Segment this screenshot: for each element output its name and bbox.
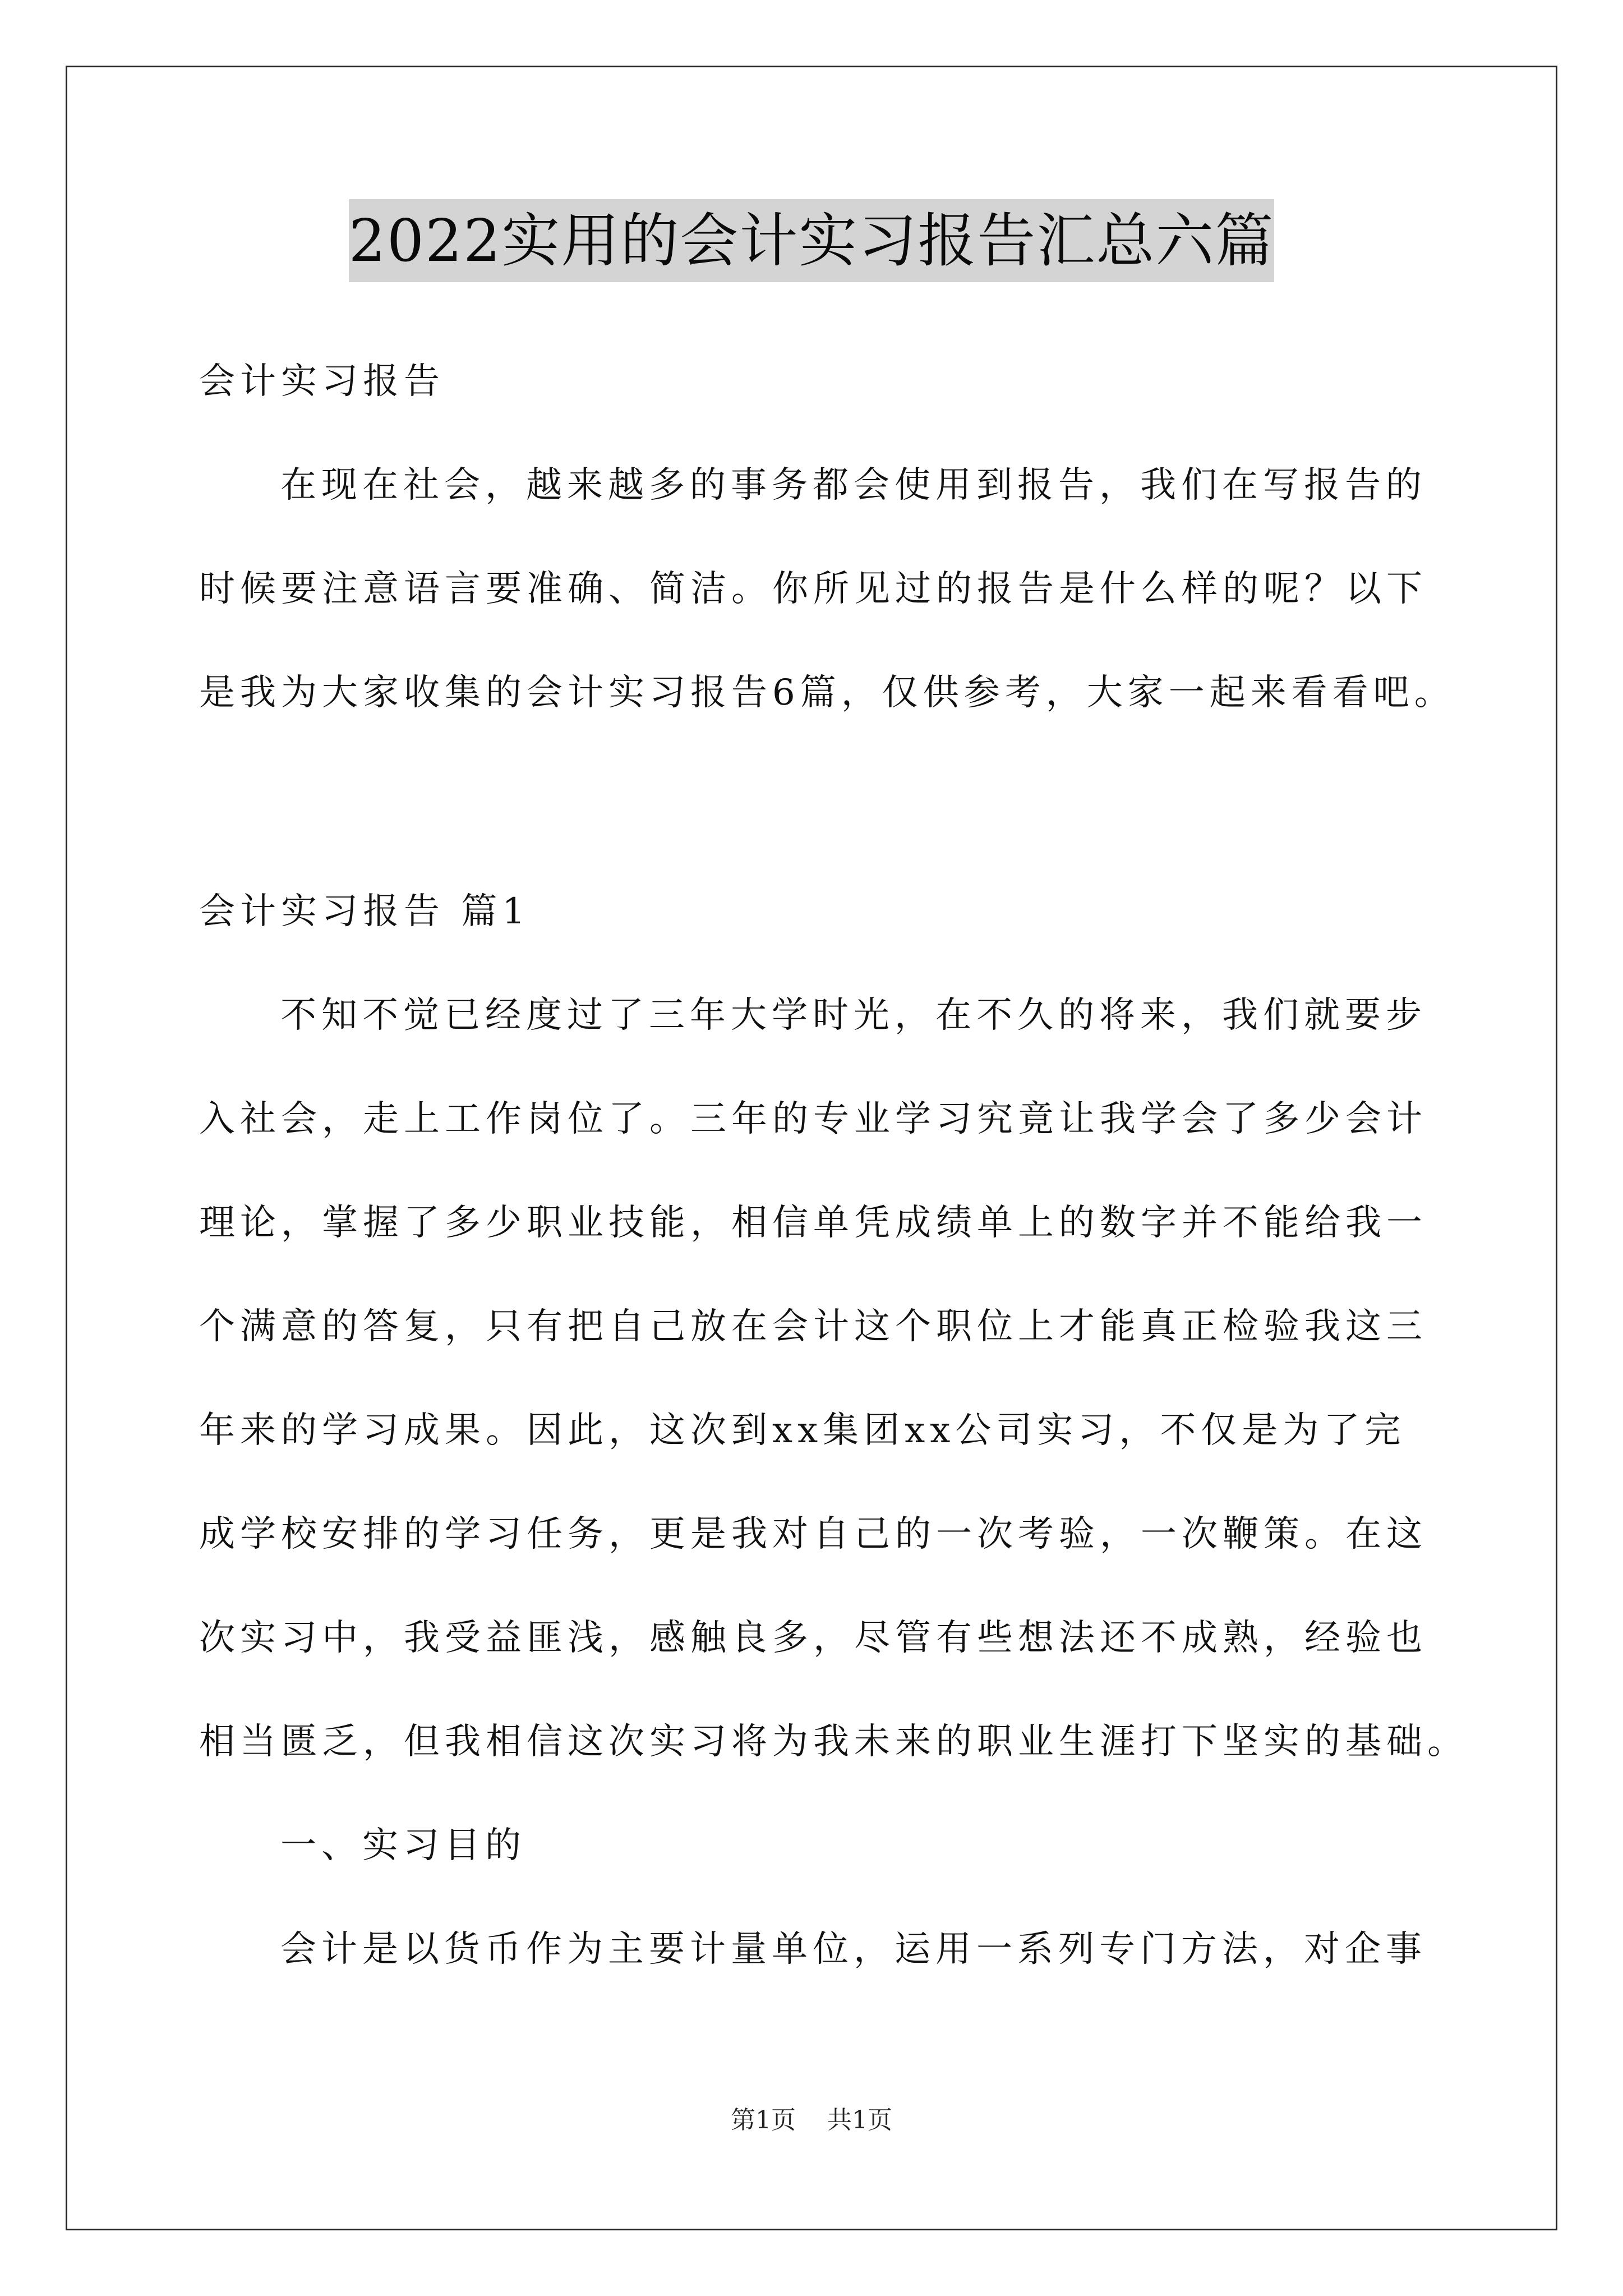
subsection-heading: 一、实习目的 [280,1825,526,1866]
paragraph-line: 入社会，走上工作岗位了。三年的专业学习究竟让我学会了多少会计 [199,1098,1427,1140]
paragraph-line: 相当匮乏，但我相信这次实习将为我未来的职业生涯打下坚实的基础。 [199,1721,1468,1763]
paragraph-line: 成学校安排的学习任务，更是我对自己的一次考验，一次鞭策。在这 [199,1513,1427,1555]
section-heading: 会计实习报告 篇1 [199,891,531,932]
paragraph-line: 次实习中，我受益匪浅，感触良多，尽管有些想法还不成熟，经验也 [199,1617,1427,1659]
title-container [0,199,1623,282]
document-title: 2022实用的会计实习报告汇总六篇 [349,199,1275,282]
paragraph-line: 不知不觉已经度过了三年大学时光，在不久的将来，我们就要步 [280,995,1427,1036]
paragraph-line: 理论，掌握了多少职业技能，相信单凭成绩单上的数字并不能给我一 [199,1202,1427,1244]
page-number: 第1页 [731,2106,796,2134]
section-heading: 会计实习报告 [199,361,445,402]
paragraph-line: 会计是以货币作为主要计量单位，运用一系列专门方法，对企事 [280,1929,1427,1970]
paragraph-line: 在现在社会，越来越多的事务都会使用到报告，我们在写报告的 [280,464,1427,506]
paragraph-line: 时候要注意语言要准确、简洁。你所见过的报告是什么样的呢？以下 [199,568,1427,610]
paragraph-line: 个满意的答复，只有把自己放在会计这个职位上才能真正检验我这三 [199,1306,1427,1347]
paragraph-line: 是我为大家收集的会计实习报告6篇，仅供参考，大家一起来看看吧。 [199,672,1455,714]
paragraph-line: 年来的学习成果。因此，这次到xx集团xx公司实习，不仅是为了完 [199,1410,1406,1451]
page-footer [0,2105,1623,2136]
page-total: 共1页 [827,2106,892,2134]
